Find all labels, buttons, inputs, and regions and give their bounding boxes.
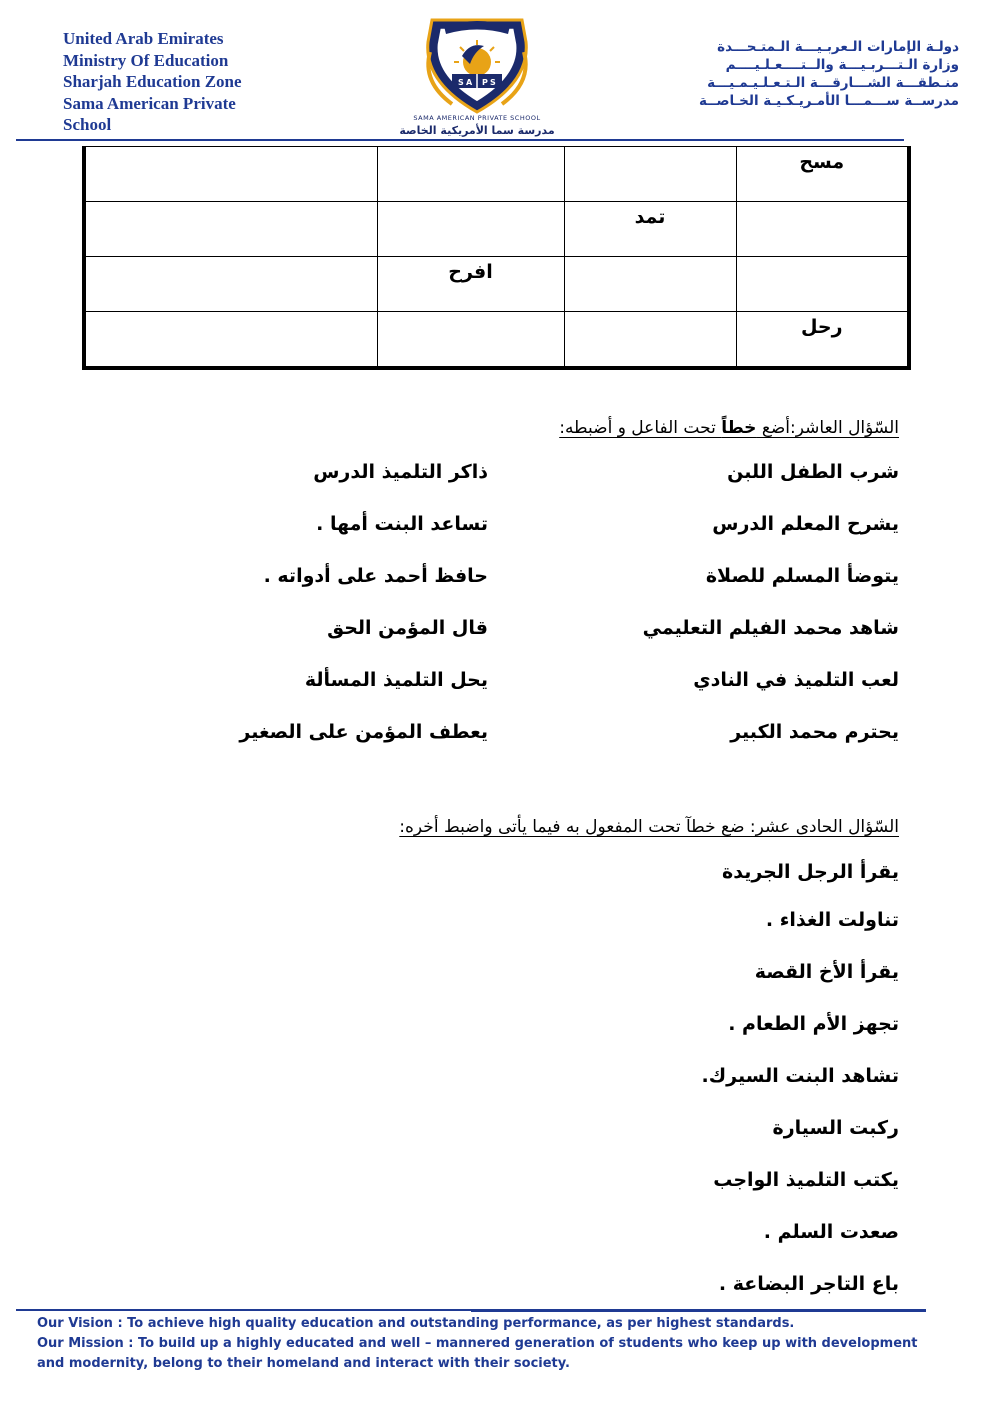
q11-sentence: تشاهد البنت السيرك. <box>701 1065 899 1087</box>
q10-sentence: يحترم محمد الكبير <box>730 721 899 743</box>
table-cell <box>564 311 736 368</box>
q10-sentence: قال المؤمن الحق <box>327 617 488 639</box>
footer-divider-thick <box>471 1309 926 1312</box>
logo-badge-letter-1: S <box>458 78 464 87</box>
table-cell <box>377 311 564 368</box>
table-cell <box>736 256 909 311</box>
footer-statement <box>37 1314 937 1374</box>
q11-sentence: يقرأ الرجل الجريدة <box>722 861 899 883</box>
question-11-title: السّؤال الحادى عشر: ضع خطآ تحت المفعول به فيما يأتى واضبط أخره: <box>399 817 899 837</box>
table-cell: مسح <box>736 147 909 202</box>
header-ar-line-3: منـطقـــة الشـــارقـــة الـتـعـلـيـمـيـــة <box>707 75 959 91</box>
table-row <box>84 147 909 202</box>
q10-sentence: يتوضأ المسلم للصلاة <box>705 565 899 587</box>
table-cell <box>377 201 564 256</box>
header-en-line-1: United Arab Emirates <box>63 29 224 48</box>
header-ar-line-4: مدرســة ســـمـــا الأمـريـكـيـة الخـاصــة <box>699 93 959 109</box>
logo-school-en: SAMA AMERICAN PRIVATE SCHOOL <box>413 114 541 122</box>
table-cell <box>377 147 564 202</box>
header-ar-line-2: وزارة الـتـــربـيـــة والــتــــعـلـيــــم <box>725 57 959 73</box>
q11-sentence: صعدت السلم . <box>763 1221 899 1243</box>
table-row <box>84 311 909 368</box>
table-row <box>84 256 909 311</box>
q10-sentence: شرب الطفل اللبن <box>727 461 899 483</box>
q10-sentence: يعطف المؤمن على الصغير <box>239 721 488 743</box>
verbs-table <box>82 146 911 370</box>
table-cell <box>564 256 736 311</box>
school-logo <box>392 12 562 138</box>
q10-sentence: ذاكر التلميذ الدرس <box>313 461 488 483</box>
footer-divider-thin <box>16 1309 471 1311</box>
header-english <box>63 28 323 136</box>
table-cell: افرح <box>377 256 564 311</box>
table-cell <box>564 147 736 202</box>
table-cell <box>84 256 377 311</box>
q11-sentence: يقرأ الأخ القصة <box>754 961 899 983</box>
table-cell <box>84 311 377 368</box>
table-cell: تمد <box>564 201 736 256</box>
q10-sentence: يشرح المعلم الدرس <box>712 513 899 535</box>
header-en-line-4: Sama American Private <box>63 93 236 113</box>
logo-school-ar: مدرسة سما الأمريكية الخاصة <box>399 124 555 137</box>
footer-vision: Our Vision : To achieve high quality education and outstanding performance, as per highest standards. <box>37 1316 795 1331</box>
logo-badge-letter-4: S <box>490 78 496 87</box>
q11-sentence: تجهز الأم الطعام . <box>728 1013 899 1035</box>
q11-sentence: يكتب التلميذ الواجب <box>713 1169 899 1191</box>
table-cell <box>84 201 377 256</box>
q10-sentence: يحل التلميذ المسألة <box>304 669 488 691</box>
footer-mission-line-2: and modernity, belong to their homeland and interact with their society. <box>37 1356 570 1371</box>
q10-sentence: حافظ أحمد على أدواته . <box>263 565 488 587</box>
table-cell <box>84 147 377 202</box>
question-10-title: السّؤال العاشر:أضع خطاً تحت الفاعل و أضبطه: <box>559 418 899 438</box>
logo-badge-letter-3: P <box>482 78 488 87</box>
q11-sentence: تناولت الغذاء . <box>765 909 899 931</box>
q10-sentence: تساعد البنت أمها . <box>316 513 488 535</box>
footer-mission-line-1: Our Mission : To build up a highly educated and well – mannered generation of students who keep up with development <box>37 1336 918 1351</box>
header-en-line-2: Ministry Of Education <box>63 50 229 70</box>
header-arabic <box>659 38 959 110</box>
table-cell <box>736 201 909 256</box>
header-en-line-3: Sharjah Education Zone <box>63 72 242 91</box>
q11-sentence: باع التاجر البضاعة . <box>718 1273 899 1295</box>
logo-emblem-icon <box>428 20 527 112</box>
table-row <box>84 201 909 256</box>
header-divider <box>16 139 904 141</box>
header-en-line-5: School <box>63 115 112 134</box>
q10-sentence: شاهد محمد الفيلم التعليمي <box>642 617 899 639</box>
q11-sentence: ركبت السيارة <box>772 1117 899 1139</box>
table-cell: رحل <box>736 311 909 368</box>
q10-sentence: لعب التلميذ في النادي <box>693 669 899 691</box>
logo-badge-letter-2: A <box>466 78 473 87</box>
header-ar-line-1: دولـة الإمارات الـعربـيـــة الـمتـحـــدة <box>717 39 959 55</box>
